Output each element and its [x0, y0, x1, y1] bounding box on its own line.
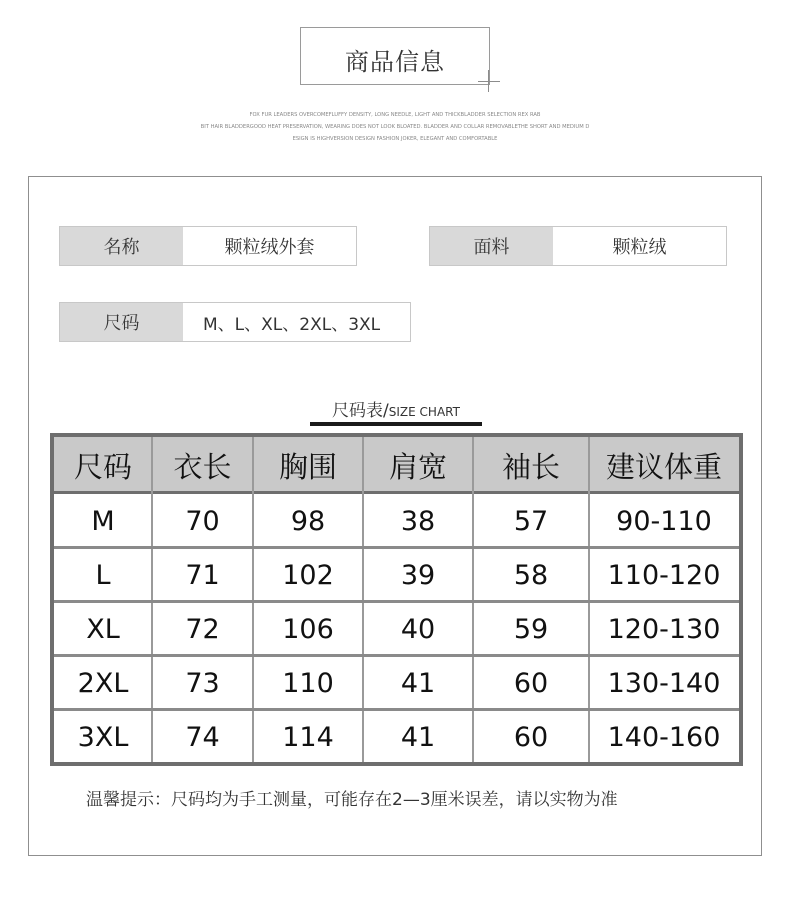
size-label: 尺码 [60, 303, 183, 341]
section-title-box [300, 27, 490, 85]
size-table-cell: 114 [282, 721, 334, 753]
product-name-label: 名称 [60, 227, 183, 265]
size-table-cell: 110-120 [607, 559, 721, 591]
size-table-cell: 110 [282, 667, 334, 699]
size-table-cell: 39 [400, 559, 436, 591]
product-name-value: 颗粒绒外套 [224, 237, 315, 258]
size-table-cell: 57 [513, 505, 549, 537]
size-chart-title [310, 396, 482, 421]
product-name-field [59, 226, 357, 266]
size-table-cell: 71 [185, 559, 220, 591]
size-table-header-cell: 袖长 [501, 450, 560, 484]
size-table-cell: 41 [400, 667, 436, 699]
size-table-cell: 73 [185, 667, 220, 699]
size-table-cell: 38 [400, 505, 436, 537]
size-field [59, 302, 411, 342]
size-table-cell: 60 [513, 721, 549, 753]
size-table-cell: 60 [513, 667, 549, 699]
fine-print-line-3: ESIGN IS HIGHVERSION DESIGN FASHION JOKER, ELEGANT AND COMFORTABLE [292, 136, 498, 142]
size-table-cell: 59 [513, 613, 549, 645]
size-table-cell: 140-160 [607, 721, 721, 753]
fabric-field [429, 226, 727, 266]
size-table-cell: 70 [185, 505, 220, 537]
size-table-cell: 58 [513, 559, 549, 591]
size-table-row-divider [54, 708, 739, 711]
size-table-cell: 106 [282, 613, 334, 645]
size-chart-title-cn: 尺码表/ [332, 401, 389, 421]
size-table-header-cell: 尺码 [73, 450, 132, 484]
size-table-cell: 130-140 [607, 667, 721, 699]
size-table-cell: 3XL [77, 721, 129, 753]
size-table-cell: 102 [282, 559, 334, 591]
size-table-row-divider [54, 654, 739, 657]
size-table-cell: 98 [290, 505, 326, 537]
size-table-cell: 120-130 [607, 613, 721, 645]
size-table-header-cell: 衣长 [173, 450, 232, 484]
size-table-cell: 72 [185, 613, 220, 645]
size-table-cell: M [91, 505, 115, 537]
size-table-cell: 2XL [77, 667, 129, 699]
size-table [50, 433, 743, 766]
plus-ornament-icon [478, 70, 500, 92]
size-table-row-divider [54, 600, 739, 603]
size-chart-underline [310, 422, 482, 426]
fine-print-line-2: BIT HAIR BLADDERGOOD HEAT PRESERVATION, WEARING DOES NOT LOOK BLOATED. BLADDER AND COLLAR REMOVABLETHE SHORT AND MEDIUM D [200, 124, 590, 130]
measurement-tip: 温馨提示：尺码均为手工测量，可能存在2—3厘米误差，请以实物为准 [86, 790, 618, 810]
size-table-row-divider [54, 546, 739, 549]
size-table-header-cell: 建议体重 [605, 450, 722, 484]
fabric-label: 面料 [430, 227, 553, 265]
size-chart-title-en: SIZE CHART [388, 405, 460, 419]
section-title: 商品信息 [345, 48, 445, 76]
size-value: M、L、XL、2XL、3XL [203, 314, 381, 335]
size-table-cell: XL [86, 613, 120, 645]
fine-print-line-1: FOX FUR LEADERS OVERCOMEFLUFFY DENSITY, LONG NEEDLE, LIGHT AND THICKBLADDER SELECTION REX RAB [249, 112, 541, 118]
size-table-header-cell: 胸围 [278, 450, 337, 484]
size-table-cell: 90-110 [616, 505, 712, 537]
fabric-value: 颗粒绒 [612, 237, 667, 258]
size-table-cell: 41 [400, 721, 436, 753]
size-table-header-cell: 肩宽 [388, 450, 447, 484]
size-table-cell: 40 [400, 613, 436, 645]
size-table-cell: L [95, 559, 111, 591]
size-table-cell: 74 [185, 721, 220, 753]
